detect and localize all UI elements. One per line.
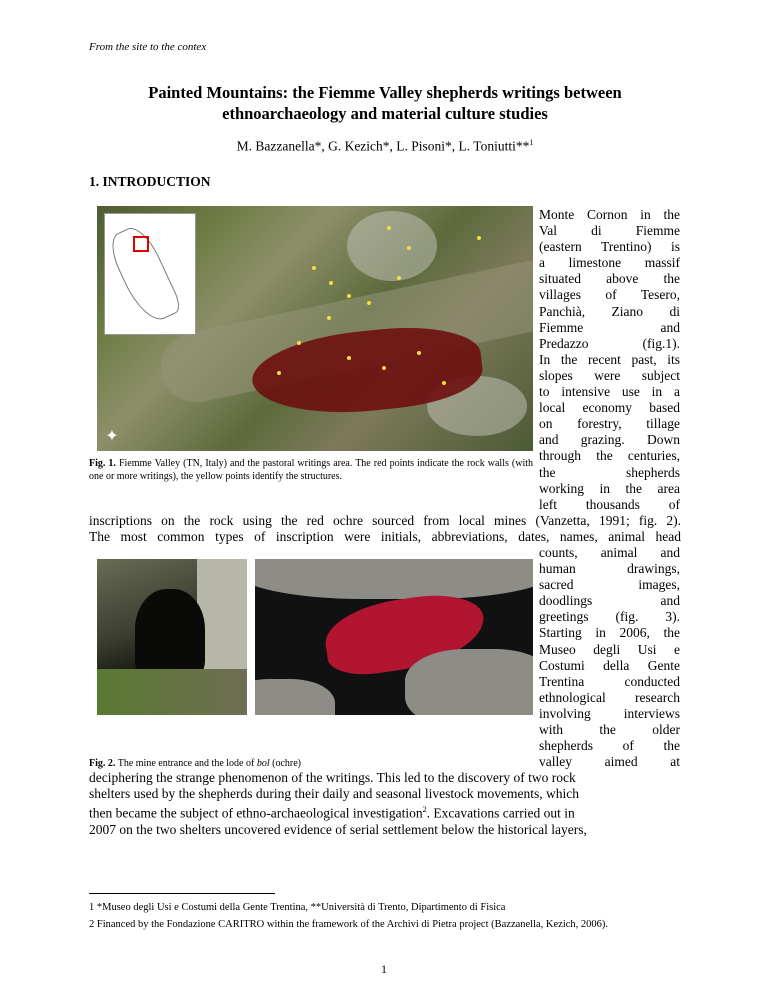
author-names: M. Bazzanella*, G. Kezich*, L. Pisoni*, L. Toniutti** — [236, 138, 530, 154]
map-structure-point — [297, 341, 301, 345]
text-line: shepherds of the — [539, 738, 680, 754]
intro-full-width-2 — [89, 770, 681, 838]
footnote-1: 1 *Museo degli Usi e Costumi della Gente Trentina, **Università di Trento, Dipartimento di Fisica — [89, 902, 506, 913]
text-line: Monte Cornon in the — [539, 207, 680, 222]
text-line: Costumi della Gente — [539, 657, 680, 673]
text-line: doodlings and — [539, 593, 680, 609]
text-line: counts, animal and — [539, 545, 680, 560]
text-line: sacred images, — [539, 577, 680, 593]
text-line: through the centuries, — [539, 448, 680, 464]
figure-1-map — [97, 206, 533, 451]
footnote-2-mark: 2 — [422, 805, 427, 815]
text-line: villages of Tesero, — [539, 287, 680, 303]
photo-rock — [255, 559, 533, 599]
intro-full-width-1 — [89, 513, 681, 545]
map-inset-italy — [104, 213, 196, 335]
text-line — [89, 802, 681, 822]
text-line: situated above the — [539, 271, 680, 287]
section-heading: 1. INTRODUCTION — [89, 174, 211, 189]
text-line: inscriptions on the rock using the red ochre sourced from local mines (Vanzetta, 1991; fig. 2). — [89, 513, 681, 528]
text-line: Panchià, Ziano di — [539, 303, 680, 319]
text-line: on forestry, tillage — [539, 416, 680, 432]
map-structure-point — [277, 371, 281, 375]
map-structure-point — [477, 236, 481, 240]
text-line: greetings (fig. 3). — [539, 609, 680, 625]
map-structure-point — [382, 366, 386, 370]
map-structure-point — [397, 276, 401, 280]
text-line: with the older — [539, 722, 680, 738]
text-line: Fiemme and — [539, 319, 680, 335]
text-line: and grazing. Down — [539, 432, 680, 448]
map-structure-point — [347, 356, 351, 360]
text-line: ethnological research — [539, 689, 680, 705]
figure-1-label: Fig. 1. — [89, 458, 116, 469]
text-line: Predazzo (fig.1). — [539, 335, 680, 351]
text-line: 2007 on the two shelters uncovered evidence of serial settlement below the historical layers, — [89, 821, 587, 837]
text-line: In the recent past, its — [539, 351, 680, 367]
text-line: the shepherds — [539, 464, 680, 480]
figure-2-label: Fig. 2. — [89, 758, 116, 769]
map-structure-point — [407, 246, 411, 250]
authors-footnote-mark: 1 — [529, 138, 534, 147]
map-structure-point — [387, 226, 391, 230]
figure-2-caption — [89, 758, 533, 771]
figure-2-italic-term: bol — [256, 758, 270, 769]
map-structure-point — [442, 381, 446, 385]
title-line-2: ethnoarchaeology and material culture studies — [222, 104, 548, 123]
paper-title — [89, 82, 681, 124]
photo-ground — [97, 669, 247, 715]
text-line: to intensive use in a — [539, 384, 680, 400]
text-line: left thousands of — [539, 496, 680, 512]
photo-cave-entrance — [135, 589, 205, 679]
figure-2-text-end: (ochre) — [269, 758, 301, 769]
photo-rock — [405, 649, 533, 715]
map-mountain — [347, 211, 437, 281]
text-line: Val di Fiemme — [539, 223, 680, 239]
title-line-1: Painted Mountains: the Fiemme Valley shepherds writings between — [148, 83, 622, 102]
text-line: (eastern Trentino) is — [539, 239, 680, 255]
text-line: Starting in 2006, the — [539, 625, 680, 641]
text-line: Trentina conducted — [539, 673, 680, 689]
text-line: local economy based — [539, 400, 680, 416]
figure-2-text: The mine entrance and the lode of — [115, 758, 257, 769]
figure-2-mine-entrance-photo — [97, 559, 247, 715]
text-line: a limestone massif — [539, 255, 680, 271]
map-structure-point — [329, 281, 333, 285]
authors — [89, 138, 681, 155]
text-line: working in the area — [539, 480, 680, 496]
text-line: deciphering the strange phenomenon of the writings. This led to the discovery of two rock — [89, 770, 576, 785]
map-structure-point — [417, 351, 421, 355]
text-line: The most common types of inscription were initials, abbreviations, dates, names, animal head — [89, 529, 681, 545]
figure-2-ochre-lode-photo — [255, 559, 533, 715]
figure-1-text: Fiemme Valley (TN, Italy) and the pastoral writings area. The red points indicate the rock walls (with one or more writings), the yellow points identify the structures. — [89, 458, 534, 482]
text-line: human drawings, — [539, 561, 680, 577]
map-structure-point — [327, 316, 331, 320]
inset-location-box — [133, 236, 149, 252]
photo-rock — [255, 679, 335, 715]
text-line: slopes were subject — [539, 367, 680, 383]
text-segment: then became the subject of ethno-archaeological investigation — [89, 805, 423, 821]
figure-1-caption — [89, 458, 533, 483]
text-segment: . Excavations carried out in — [426, 805, 575, 821]
running-head: From the site to the contex — [89, 41, 207, 53]
map-structure-point — [347, 294, 351, 298]
intro-right-column-1 — [539, 207, 680, 513]
text-line: shelters used by the shepherds during their daily and seasonal livestock movements, which — [89, 786, 580, 802]
text-line: valley aimed at — [539, 754, 680, 770]
text-line: involving interviews — [539, 705, 680, 721]
map-structure-point — [367, 301, 371, 305]
compass-icon: ✦ — [105, 428, 119, 445]
footnote-2: 2 Financed by the Fondazione CARITRO within the framework of the Archivi di Pietra project (Bazzanella, Kezich, 2006). — [89, 919, 609, 930]
text-line: Museo degli Usi e — [539, 641, 680, 657]
map-structure-point — [312, 266, 316, 270]
footnote-rule — [89, 893, 275, 894]
page-number: 1 — [381, 962, 387, 976]
intro-right-column-2 — [539, 545, 680, 770]
